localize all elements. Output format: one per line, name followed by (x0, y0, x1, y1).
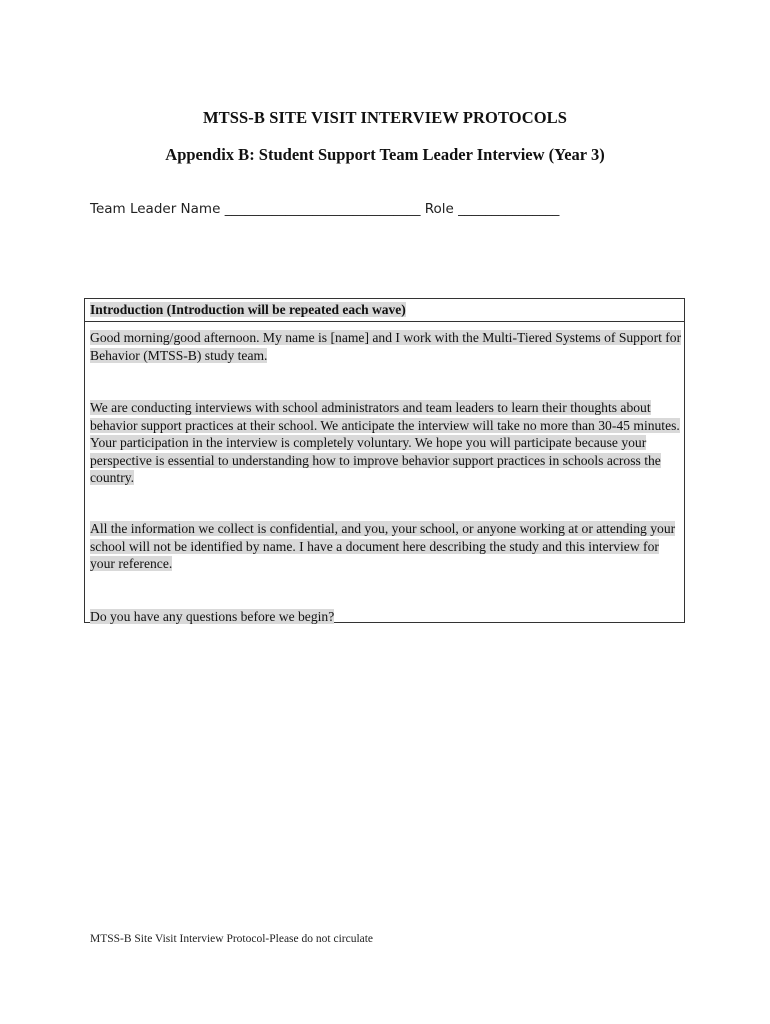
introduction-header (85, 299, 684, 322)
introduction-paragraph-purpose: We are conducting interviews with school administrators and team leaders to learn their thoughts about behavior support practices at their school. We anticipate the interview will take no more than 30-45 minutes. Your participation in the interview is completely voluntary. We hope you will participate because your perspective is essential to understanding how to improve behavior support practices in schools across the country. (90, 400, 680, 485)
page-footer: MTSS-B Site Visit Interview Protocol-Please do not circulate (90, 933, 374, 945)
team-leader-name-label: Team Leader Name (90, 201, 221, 217)
team-leader-name-blank: _____________________________ (224, 201, 421, 217)
introduction-box (84, 298, 685, 623)
introduction-paragraph-confidentiality: All the information we collect is confidential, and you, your school, or anyone working at or attending your school will not be identified by name. I have a document here describing the study and this interview for your reference. (90, 521, 676, 571)
introduction-paragraph-questions: Do you have any questions before we begin? (90, 609, 335, 624)
team-leader-name-row (90, 201, 559, 217)
role-label: Role (424, 201, 454, 217)
introduction-paragraph-greeting: Good morning/good afternoon. My name is [name] and I work with the Multi-Tiered Systems of Support for Behavior (MTSS-B) study team. (90, 330, 682, 363)
introduction-header-text: Introduction (Introduction will be repeated each wave) (90, 302, 406, 317)
role-blank: _______________ (458, 201, 560, 217)
page-subtitle: Appendix B: Student Support Team Leader Interview (Year 3) (165, 145, 605, 164)
page-title: MTSS-B SITE VISIT INTERVIEW PROTOCOLS (202, 108, 568, 127)
